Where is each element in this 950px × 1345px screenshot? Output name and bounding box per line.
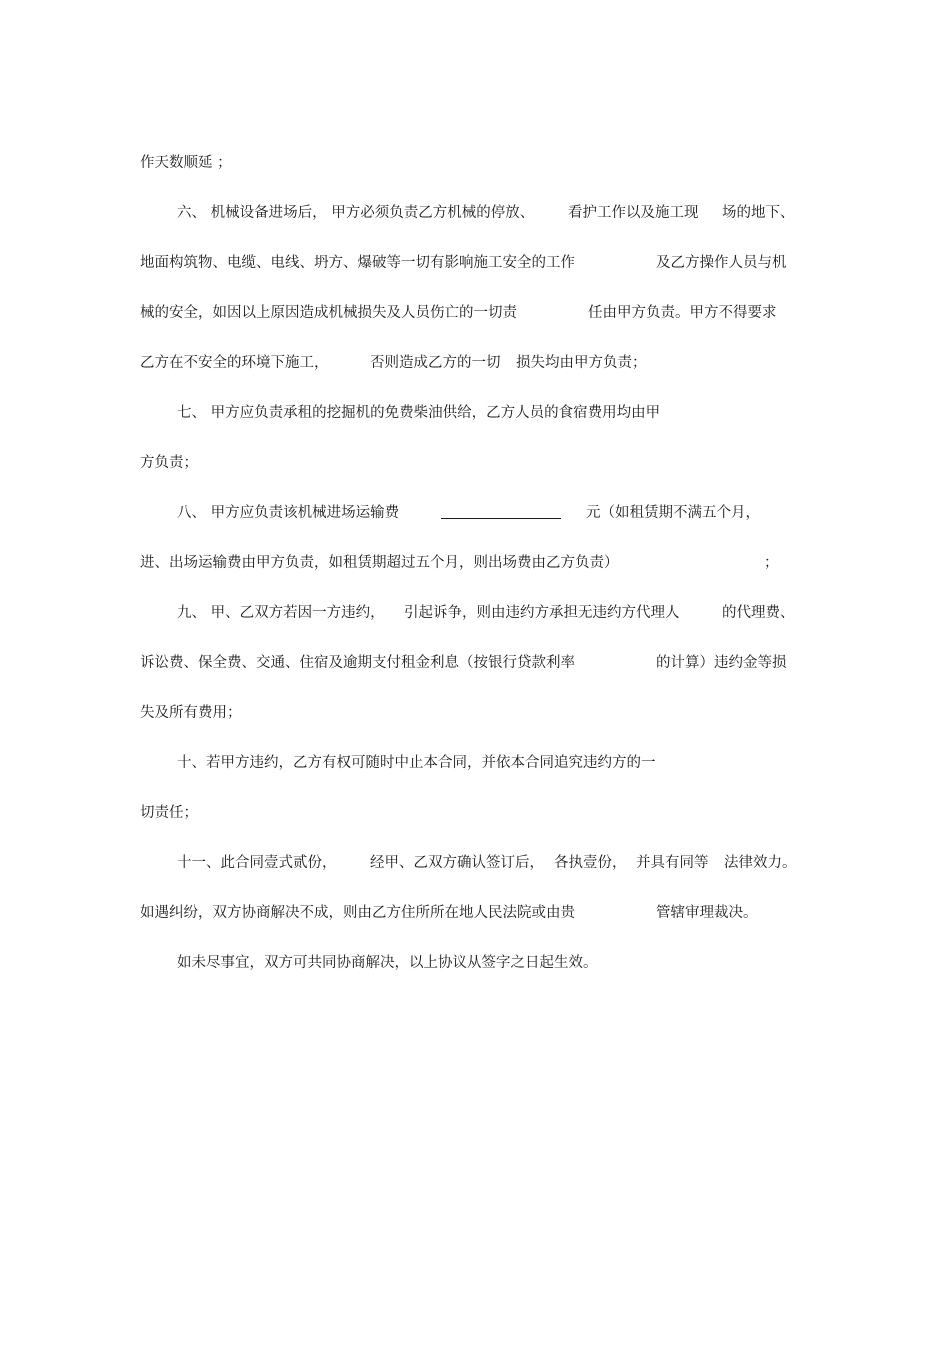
text-segment: 看护工作以及施工现 <box>568 205 699 221</box>
text-segment: 各执壹份， <box>554 855 627 871</box>
text-segment: 械的安全，如因以上原因造成机械损失及人员伤亡的一切责 <box>140 305 517 321</box>
text-line <box>0 798 950 828</box>
text-segment: 十一、此合同壹式贰份， <box>177 855 337 871</box>
text-segment: 乙方在不安全的环境下施工， <box>140 355 329 371</box>
text-line <box>0 248 950 278</box>
closing-line <box>0 948 950 978</box>
text-segment: 七、 甲方应负责承租的挖掘机的免费柴油供给，乙方人员的食宿费用均由甲 <box>177 405 661 421</box>
clause-8-line <box>0 498 950 528</box>
text-line <box>0 648 950 678</box>
text-segment: 失及所有费用； <box>140 705 242 721</box>
fee-blank-underline <box>441 518 561 519</box>
text-segment: 损失均由甲方负责； <box>516 355 647 371</box>
text-line <box>0 148 950 178</box>
text-segment: 九、 甲、乙双方若因一方违约， <box>177 605 385 621</box>
text-line <box>0 698 950 728</box>
text-segment: 作天数顺延 ； <box>140 155 232 171</box>
text-segment: 地面构筑物、电缆、电线、坍方、爆破等一切有影响施工安全的工作 <box>140 255 575 271</box>
text-segment: 法律效力。 <box>724 855 797 871</box>
text-segment: 十、若甲方违约，乙方有权可随时中止本合同，并依本合同追究违约方的一 <box>177 755 656 771</box>
text-line <box>0 898 950 928</box>
text-segment: 场的地下、 <box>722 205 795 221</box>
text-segment: 诉讼费、保全费、交通、住宿及逾期支付租金利息（按银行贷款利率 <box>140 655 575 671</box>
text-line <box>0 448 950 478</box>
text-segment: 任由甲方负责。甲方不得要求 <box>588 305 777 321</box>
text-line <box>0 548 950 578</box>
text-segment: 方负责； <box>140 455 198 471</box>
text-segment: 的计算）违约金等损 <box>656 655 787 671</box>
text-segment: 经甲、乙双方确认签订后， <box>370 855 544 871</box>
text-segment: 管辖审理裁决。 <box>656 905 758 921</box>
text-segment: ； <box>764 555 779 571</box>
text-segment: 元（如租赁期不满五个月， <box>586 505 760 521</box>
text-segment: 切责任； <box>140 805 198 821</box>
text-segment: 八、 甲方应负责该机械进场运输费 <box>177 505 400 521</box>
clause-6-line <box>0 198 950 228</box>
clause-10-line <box>0 748 950 778</box>
text-segment: 如未尽事宜，双方可共同协商解决，以上协议从签字之日起生效。 <box>177 955 598 971</box>
text-segment: 引起诉争，则由违约方承担无违约方代理人 <box>404 605 680 621</box>
text-segment: 如遇纠纷，双方协商解决不成，则由乙方住所所在地人民法院或由贵 <box>140 905 575 921</box>
clause-7-line <box>0 398 950 428</box>
text-segment: 及乙方操作人员与机 <box>656 255 787 271</box>
clause-9-line <box>0 598 950 628</box>
clause-11-line <box>0 848 950 878</box>
text-line <box>0 348 950 378</box>
text-segment: 的代理费、 <box>722 605 795 621</box>
text-line <box>0 298 950 328</box>
text-segment: 六、 机械设备进场后， 甲方必须负责乙方机械的停放、 <box>177 205 535 221</box>
text-segment: 并具有同等 <box>636 855 709 871</box>
text-segment: 否则造成乙方的一切 <box>370 355 501 371</box>
text-segment: 进、出场运输费由甲方负责，如租赁期超过五个月，则出场费由乙方负责） <box>140 555 619 571</box>
